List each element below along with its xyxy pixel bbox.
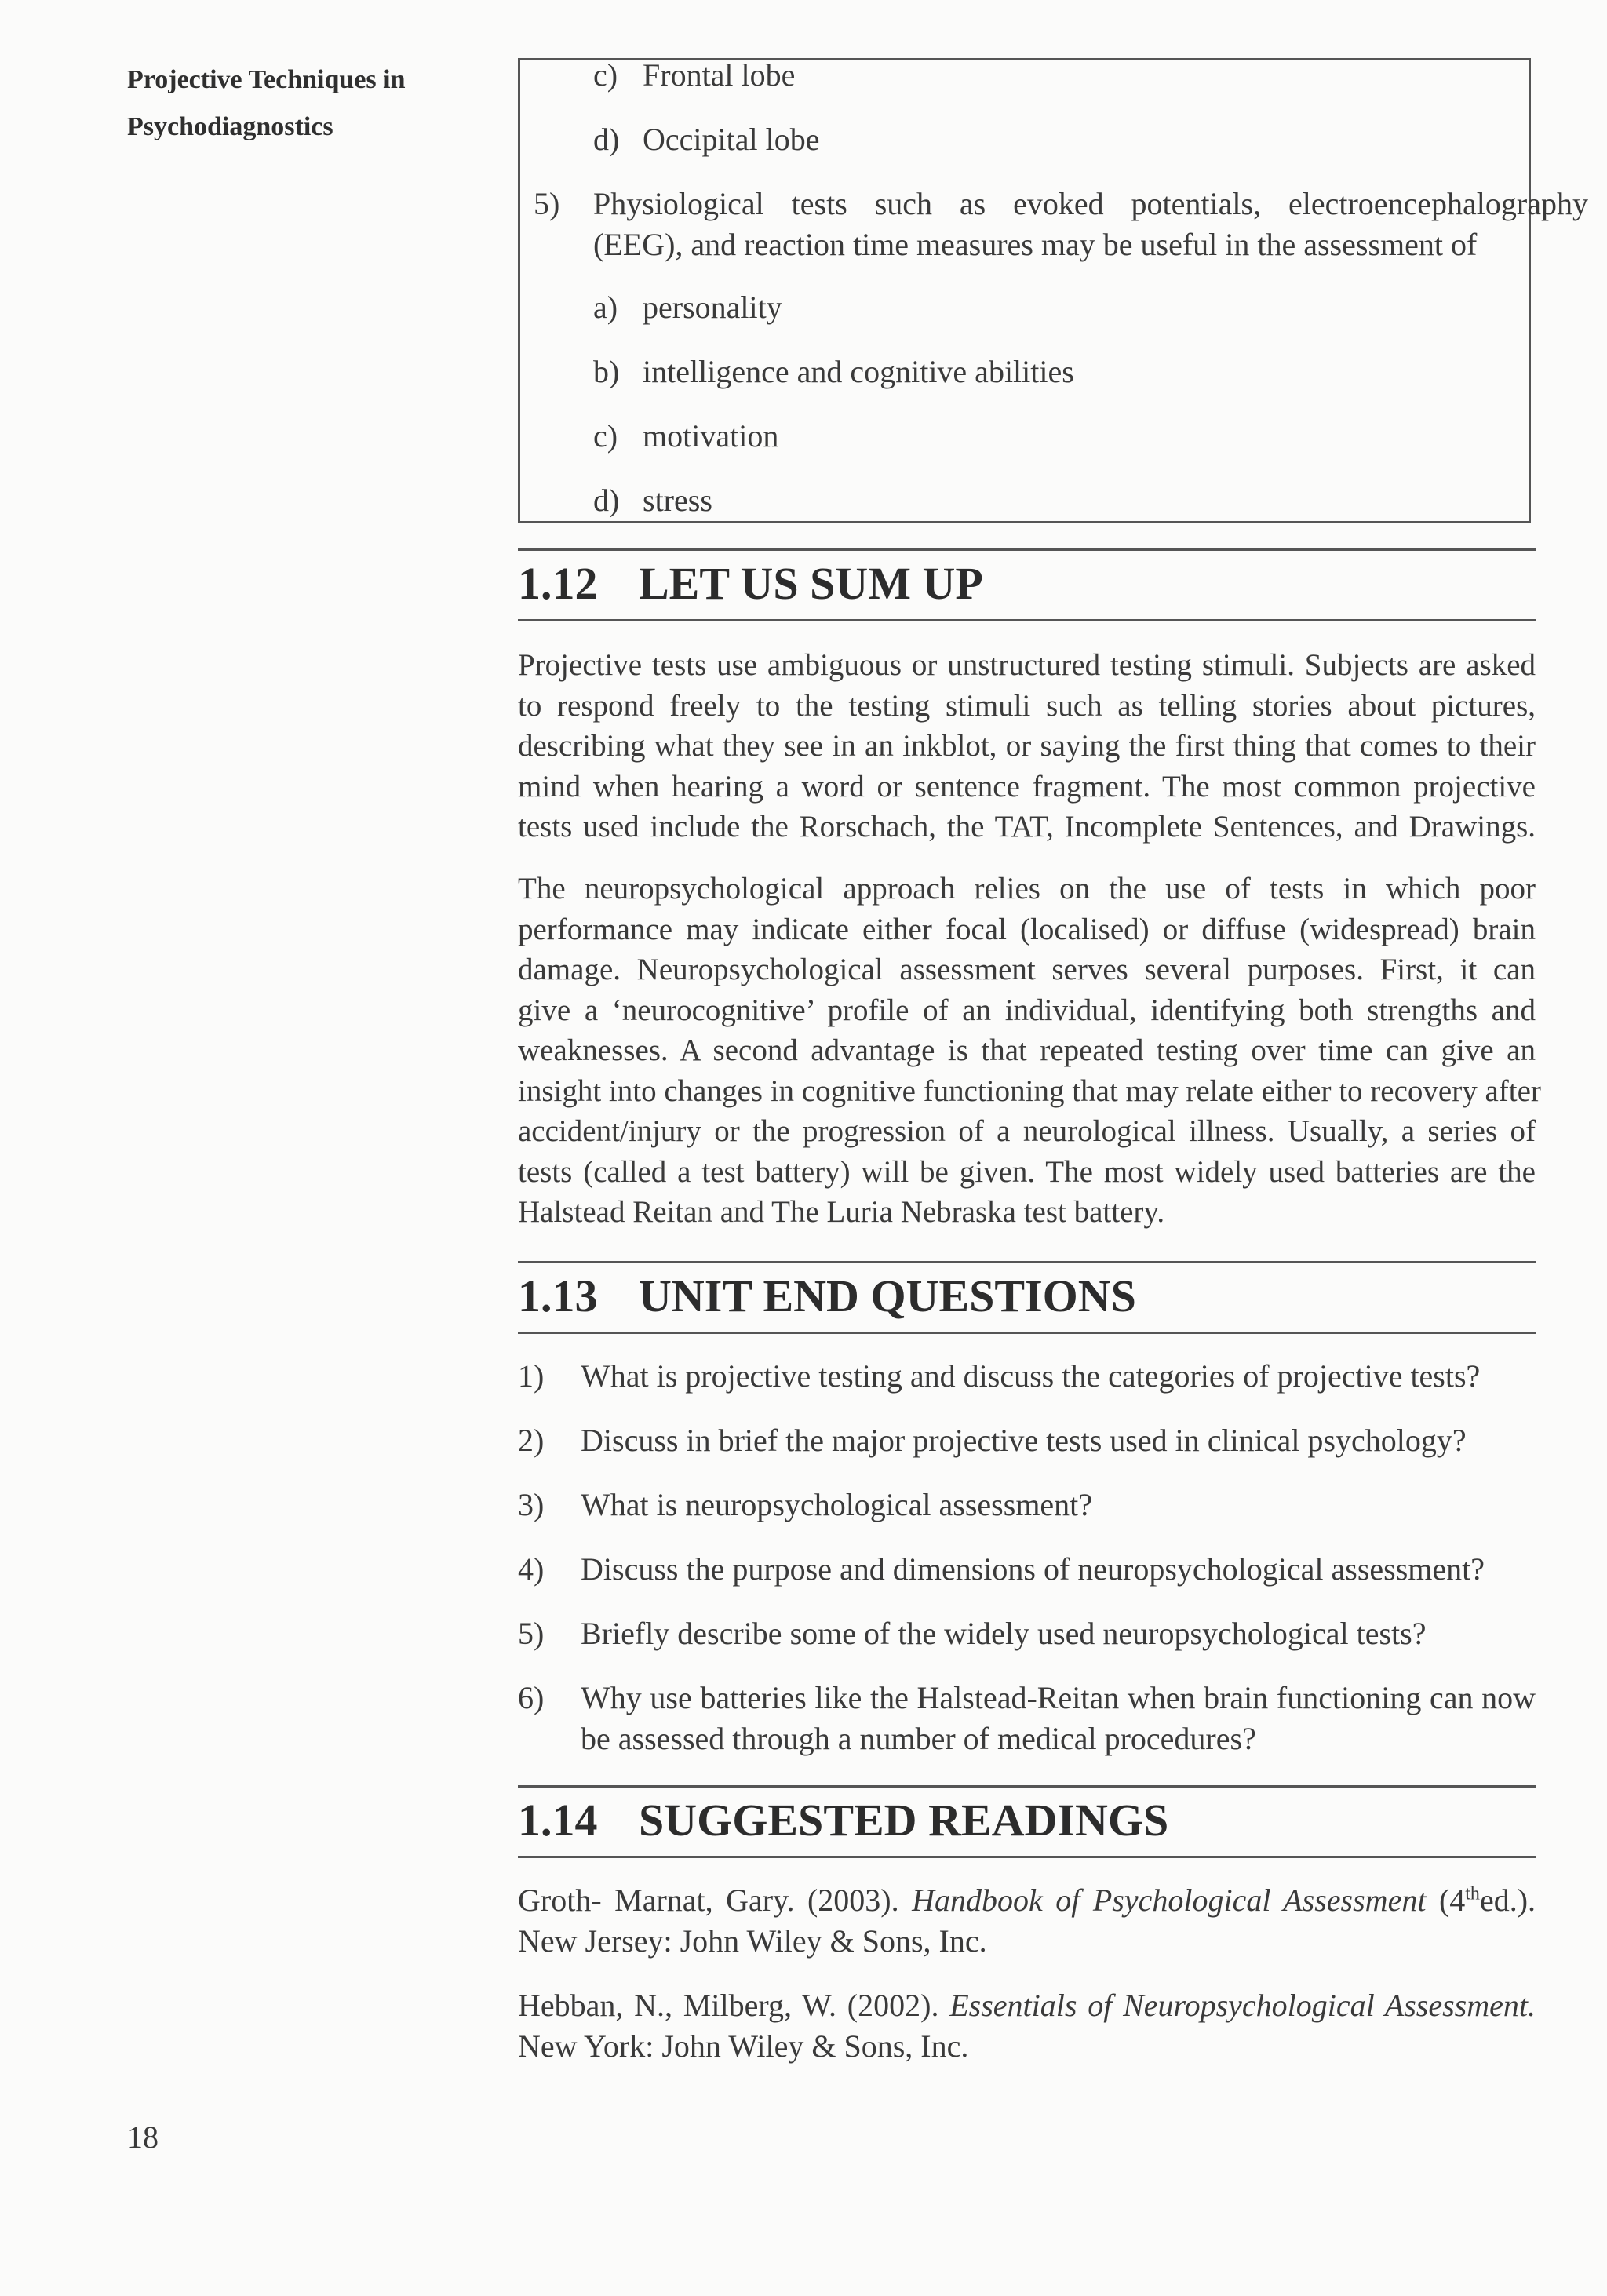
reference-publisher: New York: John Wiley & Sons, Inc.	[518, 2028, 969, 2064]
reference-authors: Groth- Marnat, Gary. (2003).	[518, 1882, 899, 1918]
question-number: 2)	[518, 1423, 545, 1458]
reference-title: Essentials of Neuropsychological Assessment.	[949, 1988, 1536, 2023]
paragraph-line: to respond freely to the testing stimuli such as telling stories about pictures,	[518, 688, 1536, 723]
question-text: What is projective testing and discuss the categories of projective tests?	[581, 1358, 1481, 1394]
sum-up-paragraph-1	[518, 645, 1536, 847]
section-rule-bottom	[518, 1856, 1536, 1858]
paragraph-line: mind when hearing a word or sentence fragment. The most common projective	[518, 769, 1536, 804]
question-number: 5)	[534, 186, 560, 221]
question-number: 6)	[518, 1680, 545, 1715]
reference-publisher: New Jersey: John Wiley & Sons, Inc.	[518, 1923, 987, 1959]
paragraph-line: weaknesses. A second advantage is that repeated testing over time can give an	[518, 1033, 1536, 1067]
section-rule-top	[518, 1785, 1536, 1788]
running-header	[127, 56, 457, 151]
option-label: c)	[593, 57, 618, 93]
paragraph-line: performance may indicate either focal (localised) or diffuse (widespread) brain	[518, 912, 1536, 946]
option-text: intelligence and cognitive abilities	[643, 354, 1074, 389]
option-text: Frontal lobe	[643, 57, 796, 93]
question-number: 1)	[518, 1358, 545, 1394]
question-text: Discuss the purpose and dimensions of neuropsychological assessment?	[581, 1551, 1485, 1587]
reference-title: Handbook of Psychological Assessment	[912, 1882, 1427, 1918]
paragraph-line: Halstead Reitan and The Luria Nebraska test battery.	[518, 1195, 1165, 1229]
reference-line-1	[518, 1985, 1536, 2026]
reference-authors: Hebban, N., Milberg, W. (2002).	[518, 1988, 939, 2023]
option-label: d)	[593, 483, 620, 518]
running-header-line-2: Psychodiagnostics	[127, 112, 333, 141]
question-number: 5)	[518, 1616, 545, 1651]
section-rule-top	[518, 1261, 1536, 1263]
section-title: UNIT END QUESTIONS	[639, 1270, 1136, 1321]
option-text: Occipital lobe	[643, 122, 820, 157]
running-header-line-1: Projective Techniques in	[127, 65, 406, 94]
question-text-line-2: be assessed through a number of medical procedures?	[581, 1721, 1256, 1756]
section-title: SUGGESTED READINGS	[639, 1795, 1169, 1846]
option-label: d)	[593, 122, 620, 157]
section-title: LET US SUM UP	[639, 558, 983, 609]
page-number: 18	[127, 2119, 159, 2155]
section-heading-readings	[518, 1792, 1168, 1849]
sum-up-paragraph-2	[518, 869, 1541, 1233]
option-label: b)	[593, 354, 620, 389]
question-text-line-1: Physiological tests such as evoked potentials, electroencephalography	[593, 186, 1588, 221]
option-label: c)	[593, 418, 618, 454]
question-text: Discuss in brief the major projective tests used in clinical psychology?	[581, 1423, 1467, 1458]
paragraph-line: Projective tests use ambiguous or unstructured testing stimuli. Subjects are asked	[518, 648, 1536, 682]
paragraph-line: damage. Neuropsychological assessment serves several purposes. First, it can	[518, 953, 1536, 986]
edition-suffix: ed.).	[1479, 1882, 1536, 1918]
question-text: What is neuropsychological assessment?	[581, 1487, 1093, 1522]
paragraph-line: describing what they see in an inkblot, or saying the first thing that comes to their	[518, 729, 1536, 763]
question-number: 3)	[518, 1487, 545, 1522]
reference-entry	[518, 1880, 1536, 1962]
section-number: 1.13	[518, 1270, 598, 1321]
question-text: Briefly describe some of the widely used neuropsychological tests?	[581, 1616, 1427, 1651]
section-heading-questions	[518, 1268, 1136, 1325]
paragraph-line: accident/injury or the progression of a neurological illness. Usually, a series of	[518, 1114, 1536, 1148]
paragraph-line: insight into changes in cognitive functioning that may relate either to recovery after	[518, 1073, 1541, 1108]
section-heading-sum-up	[518, 556, 983, 612]
section-number: 1.14	[518, 1795, 598, 1846]
question-text-line-1: Why use batteries like the Halstead-Reitan when brain functioning can now	[581, 1680, 1536, 1715]
paragraph-line: tests (called a test battery) will be given. The most widely used batteries are the	[518, 1154, 1536, 1189]
paragraph-line: give a ‘neurocognitive’ profile of an individual, identifying both strengths and	[518, 993, 1536, 1027]
section-rule-bottom	[518, 619, 1536, 621]
edition-prefix: (4	[1438, 1882, 1466, 1918]
option-text: motivation	[643, 418, 779, 454]
section-rule-top	[518, 548, 1536, 551]
paragraph-line: tests used include the Rorschach, the TAT, Incomplete Sentences, and Drawings.	[518, 810, 1536, 844]
reference-line-1	[518, 1880, 1536, 1921]
section-rule-bottom	[518, 1332, 1536, 1334]
question-number: 4)	[518, 1551, 545, 1587]
reference-entry	[518, 1985, 1536, 2067]
edition-superscript: th	[1465, 1883, 1480, 1904]
option-text: personality	[643, 290, 782, 325]
reference-edition	[1439, 1882, 1536, 1918]
paragraph-line: The neuropsychological approach relies on the use of tests in which poor	[518, 872, 1536, 906]
question-text-line-2: (EEG), and reaction time measures may be useful in the assessment of	[593, 227, 1478, 262]
option-text: stress	[643, 483, 712, 518]
option-label: a)	[593, 290, 618, 325]
section-number: 1.12	[518, 558, 598, 609]
